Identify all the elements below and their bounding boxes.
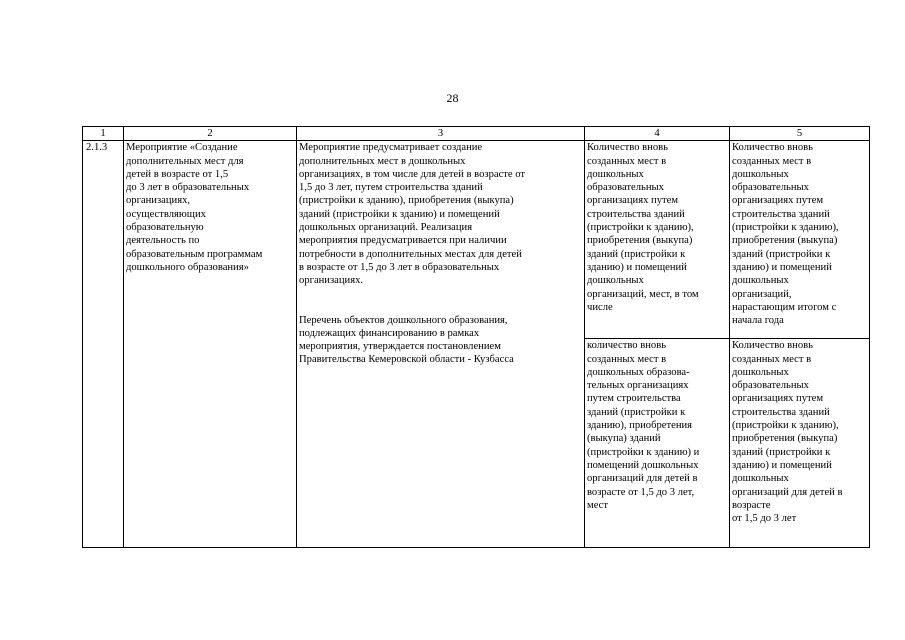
header-col-3: 3 [297,127,585,141]
page-number: 28 [446,91,459,105]
method-cell-1: Количество вновь созданных мест в дошкольных образовательных организациях путем строительства зданий (пристройки к зданию), приобретения (выкупа) зданий (пристройки к зданию) и помещений дошкольных организаций, нарастающим итогом с начала года [730,141,870,339]
header-col-5: 5 [730,127,870,141]
table-header-row [83,127,870,141]
description-paragraph-2: Перечень объектов дошкольного образования, подлежащих финансированию в рамках мероприятия, утверждается постановлением Правительства Кемеровской области - Кузбасса [299,314,514,366]
header-col-2: 2 [124,127,297,141]
description-paragraph-1: Мероприятие предусматривает создание дополнительных мест в дошкольных организациях, в том числе для детей в возрасте от 1,5 до 3 лет, путем строительства зданий (пристройки к зданию), приобретения (выкупа) зданий (пристройки к зданию) и помещений дошкольных организаций. Реализация мероприятия предусматривается при наличии потребности в дополнительных местах для детей в возрасте от 1,5 до 3 лет в образовательных организациях. [299,142,526,287]
document-table [82,126,870,548]
method-cell-2: Количество вновь созданных мест в дошкольных образовательных организациях путем строительства зданий (пристройки к зданию), приобретения (выкупа) зданий (пристройки к зданию) и помещений дошкольных организаций для детей в возрасте от 1,5 до 3 лет [730,339,870,548]
indicator-cell-2: количество вновь созданных мест в дошкольных образова- тельных организациях путем строительства зданий (пристройки к зданию), приобретения (выкупа) зданий (пристройки к зданию) и помещений дошкольных организаций для детей в возрасте от 1,5 до 3 лет, мест [585,339,730,548]
description-cell [297,141,585,548]
event-name-cell: Мероприятие «Создание дополнительных мест для детей в возрасте от 1,5 до 3 лет в образовательных организациях, осуществляющих образовательную деятельность по образовательным программам дошкольного образования» [124,141,297,548]
table-row [83,141,870,339]
row-number-cell: 2.1.3 [83,141,124,548]
paragraph-spacer [299,288,582,314]
header-col-1: 1 [83,127,124,141]
indicator-cell-1: Количество вновь созданных мест в дошкольных образовательных организациях путем строительства зданий (пристройки к зданию), приобретения (выкупа) зданий (пристройки к зданию) и помещений дошкольных организаций, мест, в том числе [585,141,730,339]
header-col-4: 4 [585,127,730,141]
